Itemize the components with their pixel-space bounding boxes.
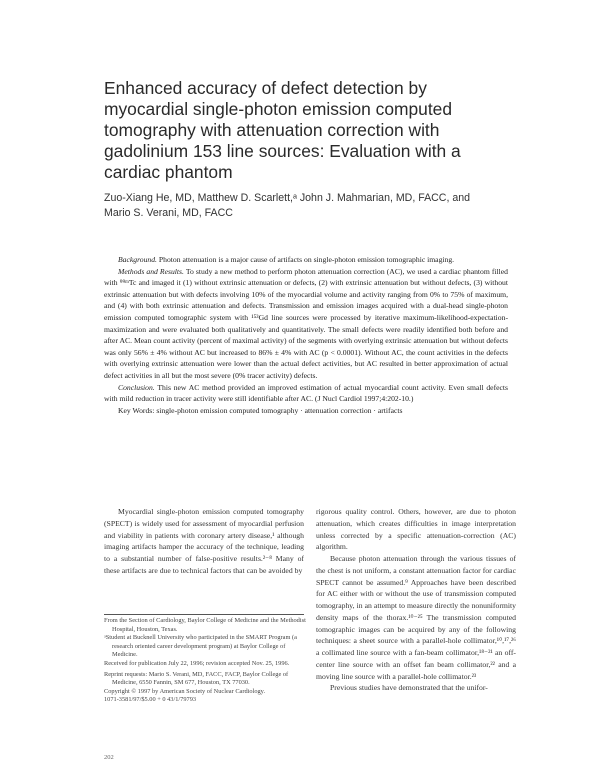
footnote-reprint: Reprint requests: Mario S. Verani, MD, FACC, FACP, Baylor College of Medicine, 6550 Fannin, SM 677, Houston, TX 77030. — [104, 670, 289, 687]
footnote-divider — [104, 614, 304, 615]
key-words-text: single-photon emission computed tomography · attenuation correction · artifacts — [156, 405, 403, 415]
article-title — [104, 78, 504, 183]
body-paragraph: Because photon attenuation through the various tissues of the chest is not uniform, a constant attenuation factor for cardiac SPECT cannot be assumed.⁹ Approaches have been described for AC either with or without the use of transmission computed tomography, in an attempt to measure directly the nonuniformity density maps of the thorax.¹⁰⁻²⁵ The transmission computed tomographic images can be acquired by any of the following techniques: a sheet source with a parallel-hole collimator,¹⁰,¹⁷,²⁶ a collimated line source with a fan-beam collimator,¹⁸⁻²¹ an off-center line source with an offset fan beam collimator,²² and a moving line source with a parallel-hole collimator.²³ — [316, 554, 516, 681]
body-column-left — [104, 506, 304, 577]
abstract-text: To study a new method to perform photon attenuation correction (AC), we used a cardiac phantom filled with ⁹⁹ᵐTc and imaged it (1) without extrinsic attenuation or defects, (2) with extrinsic attenuation but without defects, (3) without extrinsic attenuation but with defects involving 10% of the myocardial volume and activity ranging from 0% to 75% of maximum, and (4) with both extrinsic attenuation and defects. Transmission and emission images acquired with a dual-head single-photon emission computed tomographic system with ¹⁵³Gd line sources were processed by iterative maximum-likelihood-expectation-maximization and were evaluated both qualitatively and quantitatively. The small defects were readily identified both before and after AC. Mean count activity (percent of maximal activity) of the segments with overlying extrinsic attenuation but without defects was only 56% ± 4% without AC but increased to 86% ± 4% with AC (p < 0.0001). Without AC, the count activities in the defects with overlying extrinsic attenuation were lower than the actual defect activities, but AC resulted in better approximation of actual defect activities in all but the most severe (0% tracer activity) defects. — [104, 266, 509, 380]
footnote-affiliation: From the Section of Cardiology, Baylor College of Medicine and the Methodist Hospital, Houston, Texas. — [104, 617, 306, 633]
abstract-label: Conclusion. — [118, 382, 155, 392]
abstract-text: This new AC method provided an improved estimation of actual myocardial count activity. Even small defects with mild reduction in tracer activity were still identifiable after AC. (J Nucl Cardiol 1997;4:202-10.) — [104, 382, 508, 404]
author-list — [104, 191, 524, 221]
title-line: myocardial single-photon emission computed — [104, 99, 452, 119]
key-words — [104, 405, 508, 417]
abstract-text: Photon attenuation is a major cause of artifacts on single-photon emission tomographic imaging. — [158, 255, 455, 264]
body-paragraph: Previous studies have demonstrated that the unifor- — [330, 683, 488, 693]
page-number: 202 — [104, 754, 114, 761]
body-paragraph: Myocardial single-photon emission computed tomography (SPECT) is widely used for assessment of myocardial perfusion and viability in patients with coronary artery disease,¹ although imaging artifacts hamper the accuracy of the technique, leading to a substantial number of false-positive results.²⁻⁸ Many of these artifacts are due to technical factors that can be avoided by — [104, 507, 304, 575]
abstract — [104, 254, 508, 416]
footnote-student: ᵃStudent at Bucknell University who participated in the SMART Program (a research oriented career development program) at Baylor College of Medicine. — [104, 634, 297, 659]
title-line: cardiac phantom — [104, 162, 233, 182]
footnote-copyright: Copyright © 1997 by American Society of Nuclear Cardiology. — [104, 687, 266, 695]
footnote-issn: 1071-3581/97/$5.00 + 0 43/1/79793 — [104, 696, 197, 704]
abstract-methods — [104, 266, 508, 382]
body-paragraph: rigorous quality control. Others, however, are due to photon attenuation, which creates difficulties in image interpretation unless corrected by a specific attenuation-correction (AC) algorithm. — [316, 507, 516, 552]
author-line: Mario S. Verani, MD, FACC — [104, 207, 233, 219]
title-line: gadolinium 153 line sources: Evaluation with a — [104, 141, 461, 161]
footnotes — [104, 617, 308, 705]
abstract-label: Methods and Results. — [118, 266, 184, 276]
title-line: tomography with attenuation correction with — [104, 120, 440, 140]
abstract-label: Background. — [118, 255, 157, 264]
footnote-received: Received for publication July 22, 1996; revision accepted Nov. 25, 1996. — [104, 659, 290, 667]
key-words-label: Key Words: — [118, 405, 155, 415]
author-line: Zuo-Xiang He, MD, Matthew D. Scarlett,ᵃ John J. Mahmarian, MD, FACC, and — [104, 192, 471, 204]
abstract-conclusion — [104, 382, 508, 405]
abstract-background — [104, 254, 508, 266]
title-line: Enhanced accuracy of defect detection by — [104, 78, 427, 98]
body-column-right — [316, 506, 516, 694]
